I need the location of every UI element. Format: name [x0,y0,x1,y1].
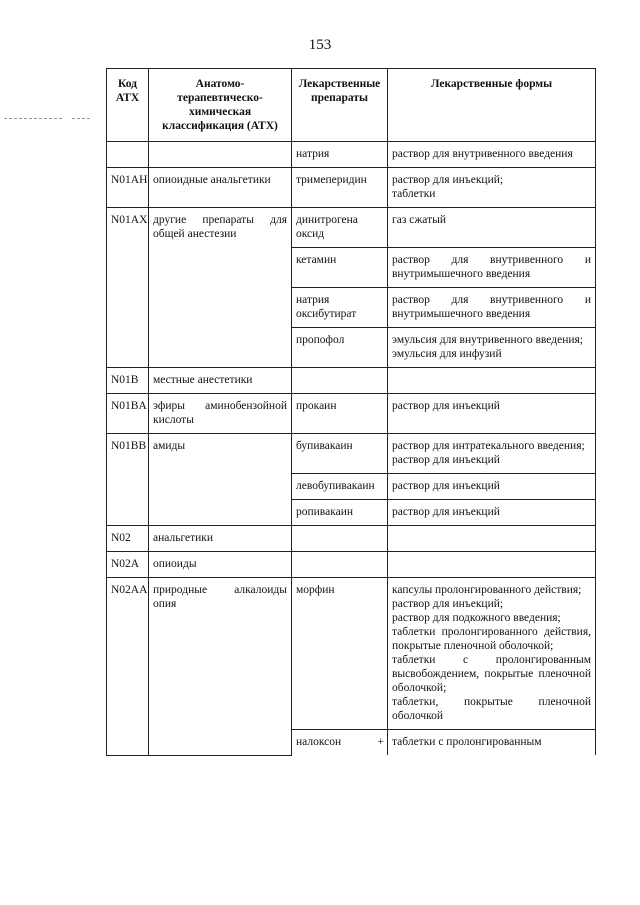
form-line: раствор для подкожного введения; [392,612,561,624]
form-line: таблетки с пролонгированным [392,736,542,748]
atx-group-cell: амиды [149,434,292,526]
forms-cell [388,142,596,168]
atx-group-cell: местные анестетики [149,368,292,394]
header-drugs: Лекарственные препараты [292,69,388,142]
form-line: таблетки пролонгированного действия, покрытые пленочной оболочкой; [392,626,591,652]
drug-cell: бупивакаин [292,434,388,474]
form-line: эмульсия для внутривенного введения; [392,334,583,346]
form-line: раствор для интратекального введения; [392,440,585,452]
drug-name: налоксон [296,736,342,748]
forms-cell [388,394,596,434]
form-line: эмульсия для инфузий [392,348,502,360]
atx-group-cell: природные алкалоиды опия [149,578,292,756]
atx-code-cell: N01AH [107,168,149,208]
table-row [107,368,596,394]
drug-cell: тримеперидин [292,168,388,208]
form-line: газ сжатый [392,214,447,226]
drug-cell: прокаин [292,394,388,434]
header-forms: Лекарственные формы [388,69,596,142]
margin-mark [4,118,62,119]
drug-cell: динитрогена оксид [292,208,388,248]
drug-cell: пропофол [292,328,388,368]
header-classification: Анатомо-терапевтическо-химическая классификация (АТХ) [149,69,292,142]
form-line: раствор для инъекций [392,480,500,492]
atx-group-cell [149,142,292,168]
atx-table [106,68,596,756]
atx-code-cell: N01AX [107,208,149,368]
forms-cell [388,168,596,208]
form-line: таблетки, покрытые пленочной оболочкой [392,696,591,722]
margin-mark [72,118,90,119]
table-row [107,552,596,578]
drug-cell [292,552,388,578]
form-line: раствор для инъекций [392,400,500,412]
atx-group-cell: анальгетики [149,526,292,552]
atx-group-cell: опиоидные анальгетики [149,168,292,208]
form-line: раствор для внутривенного введения [392,148,573,160]
forms-cell [388,552,596,578]
drug-cell [292,526,388,552]
form-line: раствор для инъекций [392,506,500,518]
atx-group-cell: опиоиды [149,552,292,578]
forms-cell [388,328,596,368]
page-number: 153 [308,37,332,53]
table-row [107,578,596,730]
form-line: раствор для инъекций; [392,174,504,186]
form-line: раствор для внутривенного и внутримышечного введения [392,294,591,320]
form-line: раствор для инъекций; [392,598,504,610]
drug-cell [292,368,388,394]
forms-cell [388,368,596,394]
forms-cell [388,248,596,288]
atx-code-cell: N02A [107,552,149,578]
table-row [107,208,596,248]
atx-code-cell [107,142,149,168]
atx-code-cell: N02AA [107,578,149,756]
drug-cell: натрия оксибутират [292,288,388,328]
drug-cell: ропивакаин [292,500,388,526]
form-line: таблетки [392,188,436,200]
forms-cell [388,288,596,328]
combination-mark: + [377,736,384,748]
forms-cell [388,208,596,248]
table-row [107,168,596,208]
table-row [107,142,596,168]
forms-cell [388,434,596,474]
forms-cell [388,500,596,526]
forms-cell [388,578,596,730]
forms-cell [388,730,596,756]
forms-cell [388,526,596,552]
drug-cell: кетамин [292,248,388,288]
atx-code-cell: N01BB [107,434,149,526]
atx-group-cell: другие препараты для общей анестезии [149,208,292,368]
table-row [107,434,596,474]
drug-cell: морфин [292,578,388,730]
table-row [107,526,596,552]
header-code: Код АТХ [107,69,149,142]
forms-cell [388,474,596,500]
drug-cell: левобупивакаин [292,474,388,500]
atx-code-cell: N01B [107,368,149,394]
atx-code-cell: N01BA [107,394,149,434]
table-header-row [107,69,596,142]
form-line: раствор для инъекций [392,454,500,466]
table-row [107,394,596,434]
form-line: раствор для внутривенного и внутримышечного введения [392,254,591,280]
atx-group-cell: эфиры аминобензойной кислоты [149,394,292,434]
atx-code-cell: N02 [107,526,149,552]
drug-cell [292,730,388,756]
form-line: капсулы пролонгированного действия; [392,584,582,596]
drug-cell: натрия [292,142,388,168]
form-line: таблетки с пролонгированным высвобождением, покрытые пленочной оболочкой; [392,654,591,694]
